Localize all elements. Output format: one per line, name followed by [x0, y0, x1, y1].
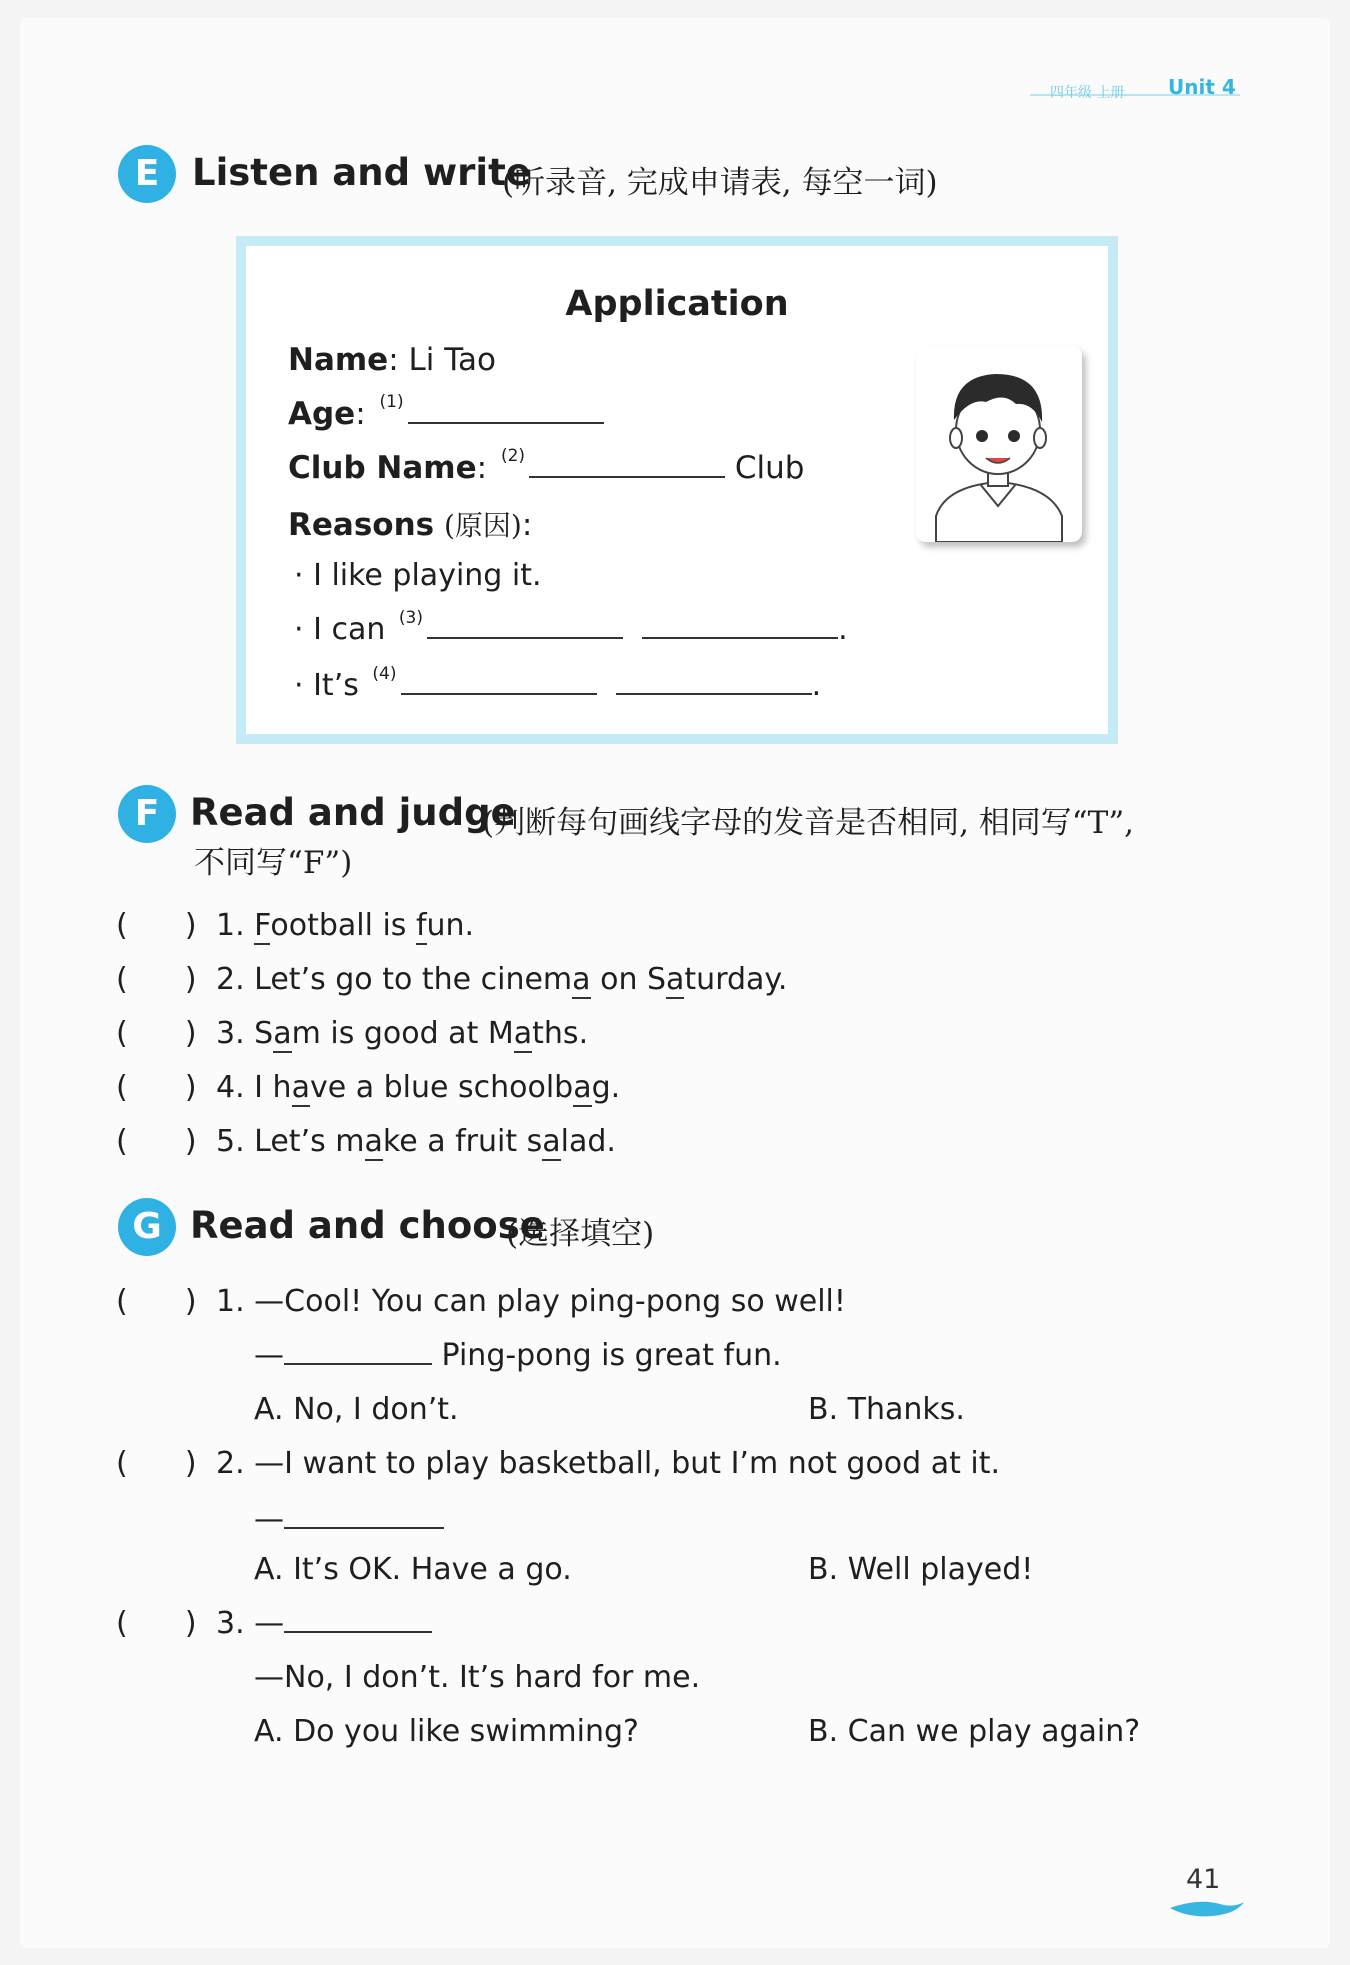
g-question-1-reply: — Ping-pong is great fun.	[254, 1338, 782, 1373]
g-question-3-reply: —No, I don’t. It’s hard for me.	[254, 1660, 701, 1695]
f-question-5: ( ) 5. Let’s make a fruit salad.	[116, 1124, 616, 1159]
section-e-badge: E	[118, 145, 176, 203]
f-question-1: ( ) 1. Football is fun.	[116, 908, 475, 943]
g-question-2-reply: —	[254, 1502, 444, 1537]
g-question-3: ( ) 3. —	[116, 1606, 432, 1641]
f-question-2: ( ) 2. Let’s go to the cinema on Saturday.	[116, 962, 788, 997]
g-question-2: ( ) 2. —I want to play basketball, but I’m not good at it.	[116, 1446, 1001, 1481]
reasons-row: Reasons (原因):	[288, 507, 533, 543]
section-e-title: Listen and write	[192, 151, 531, 194]
f-question-4: ( ) 4. I have a blue schoolbag.	[116, 1070, 621, 1105]
section-f-instruction: (判断每句画线字母的发音是否相同, 相同写“T”,	[482, 805, 1135, 841]
section-g-badge: G	[118, 1198, 176, 1256]
reason-3: · It’s $^{(4)}$ .	[294, 664, 822, 703]
section-g-title: Read and choose	[190, 1204, 545, 1247]
blank-3a[interactable]	[427, 636, 623, 639]
reason-1: · I like playing it.	[294, 558, 542, 593]
g-question-1: ( ) 1. —Cool! You can play ping-pong so well!	[116, 1284, 846, 1319]
g3-option-b: B. Can we play again?	[808, 1714, 1141, 1749]
blank-2[interactable]	[529, 475, 725, 478]
g3-option-a: A. Do you like swimming?	[254, 1714, 639, 1749]
section-f-title: Read and judge	[190, 791, 516, 834]
name-value: Li Tao	[408, 342, 497, 378]
g2-option-b: B. Well played!	[808, 1552, 1034, 1587]
blank-4b[interactable]	[616, 692, 812, 695]
g2-option-a: A. It’s OK. Have a go.	[254, 1552, 572, 1587]
blank-1[interactable]	[408, 421, 604, 424]
page-wave-decoration	[1168, 1896, 1246, 1918]
club-row: Club Name: $^{(2)}$ Club	[288, 446, 805, 486]
unit-label: Unit 4	[1168, 75, 1236, 99]
page-number: 41	[1186, 1864, 1221, 1895]
section-g-instruction: (选择填空)	[506, 1216, 655, 1252]
application-form	[236, 236, 1118, 744]
section-e-instruction: (听录音, 完成申请表, 每空一词)	[502, 165, 938, 201]
name-row: Name: Li Tao	[288, 342, 497, 378]
blank-4a[interactable]	[401, 692, 597, 695]
g1-option-b: B. Thanks.	[808, 1392, 965, 1427]
blank-3b[interactable]	[642, 636, 838, 639]
g-blank-3[interactable]	[284, 1630, 432, 1633]
section-f-badge: F	[118, 785, 176, 843]
g-blank-1[interactable]	[284, 1362, 432, 1365]
g1-option-a: A. No, I don’t.	[254, 1392, 459, 1427]
page-header	[1030, 74, 1240, 104]
section-f-instruction-2: 不同写“F”)	[194, 845, 353, 881]
boy-portrait-image	[916, 346, 1082, 542]
g-blank-2[interactable]	[284, 1526, 444, 1529]
age-row: Age: $^{(1)}$	[288, 396, 604, 432]
f-question-3: ( ) 3. Sam is good at Maths.	[116, 1016, 589, 1051]
form-title: Application	[565, 284, 789, 324]
reason-2: · I can $^{(3)}$ .	[294, 608, 848, 647]
grade-label: 四年级 上册	[1050, 85, 1125, 101]
